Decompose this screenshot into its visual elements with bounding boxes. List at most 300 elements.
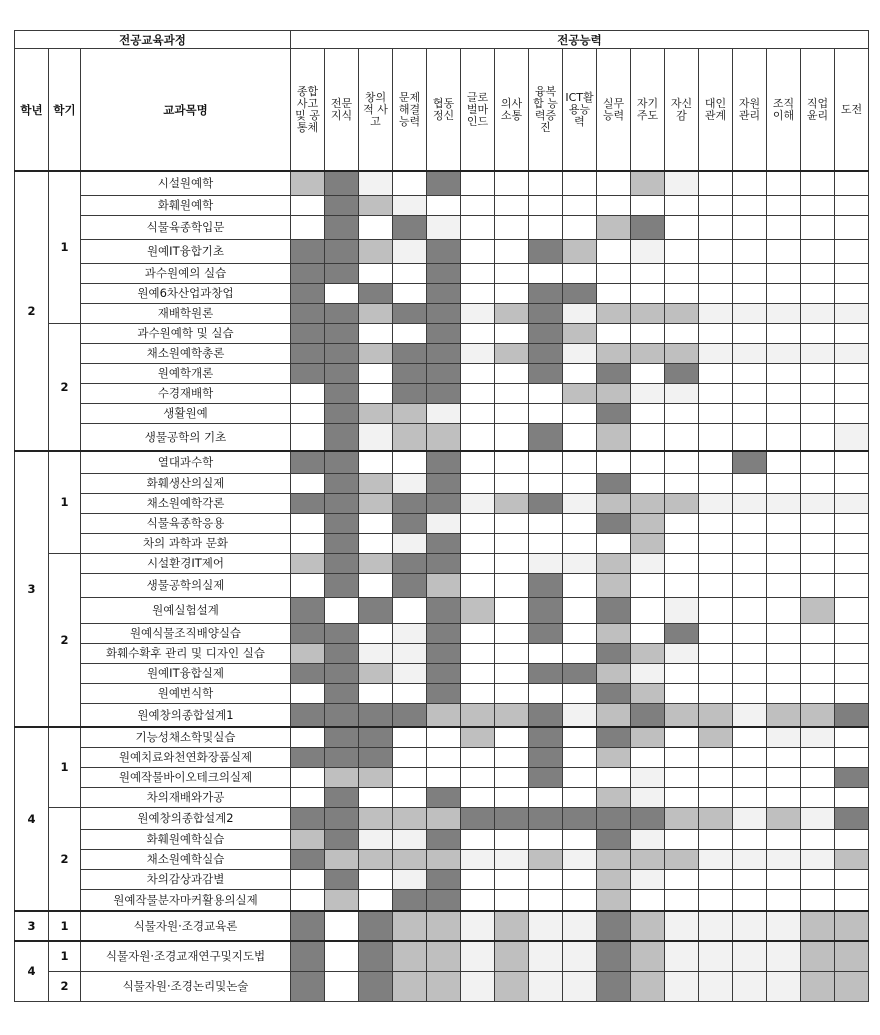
competency-level-cell xyxy=(393,423,427,451)
competency-level-cell xyxy=(801,747,835,767)
competency-level-cell xyxy=(495,971,529,1001)
competency-level-cell xyxy=(631,747,665,767)
competency-level-cell xyxy=(563,911,597,941)
competency-level-cell xyxy=(461,747,495,767)
table-row xyxy=(15,663,869,683)
competency-level-cell xyxy=(631,473,665,493)
competency-level-cell xyxy=(835,849,869,869)
competency-level-cell xyxy=(597,623,631,643)
competency-level-cell xyxy=(291,239,325,263)
competency-level-cell xyxy=(767,889,801,911)
competency-level-cell xyxy=(495,787,529,807)
competency-level-cell xyxy=(427,623,461,643)
course-name-cell: 원예작물바이오테크의실제 xyxy=(81,767,291,787)
competency-level-cell xyxy=(529,643,563,663)
competency-level-cell xyxy=(563,513,597,533)
competency-level-cell xyxy=(665,215,699,239)
competency-level-cell xyxy=(325,263,359,283)
competency-level-cell xyxy=(393,703,427,727)
competency-level-cell xyxy=(427,747,461,767)
competency-level-cell xyxy=(393,829,427,849)
competency-level-cell xyxy=(733,195,767,215)
competency-level-cell xyxy=(325,383,359,403)
competency-level-cell xyxy=(495,171,529,195)
competency-level-cell xyxy=(631,171,665,195)
header-row-top xyxy=(15,31,869,49)
competency-level-cell xyxy=(427,553,461,573)
competency-level-cell xyxy=(699,303,733,323)
competency-level-cell xyxy=(631,623,665,643)
competency-level-cell xyxy=(427,703,461,727)
course-name-cell: 생물공학의 기초 xyxy=(81,423,291,451)
competency-level-cell xyxy=(597,787,631,807)
competency-level-cell xyxy=(563,573,597,597)
competency-level-cell xyxy=(563,727,597,747)
course-name-cell: 차의재배와가공 xyxy=(81,787,291,807)
competency-level-cell xyxy=(495,829,529,849)
table-row xyxy=(15,195,869,215)
competency-level-cell xyxy=(699,283,733,303)
competency-level-cell xyxy=(801,941,835,971)
year-cell: 2 xyxy=(15,171,49,451)
competency-level-cell xyxy=(665,849,699,869)
competency-level-cell xyxy=(529,303,563,323)
table-row xyxy=(15,573,869,597)
competency-level-cell xyxy=(733,383,767,403)
competency-level-cell xyxy=(393,263,427,283)
competency-level-cell xyxy=(427,573,461,597)
competency-level-cell xyxy=(733,403,767,423)
competency-level-cell xyxy=(767,703,801,727)
competency-level-cell xyxy=(699,829,733,849)
competency-level-cell xyxy=(631,767,665,787)
competency-level-cell xyxy=(801,727,835,747)
competency-level-cell xyxy=(631,513,665,533)
competency-level-cell xyxy=(325,941,359,971)
competency-level-cell xyxy=(767,623,801,643)
competency-level-cell xyxy=(325,195,359,215)
course-name-cell: 식물자원·조경교육론 xyxy=(81,911,291,941)
competency-level-cell xyxy=(427,283,461,303)
competency-level-cell xyxy=(427,263,461,283)
competency-level-cell xyxy=(597,263,631,283)
competency-level-cell xyxy=(393,643,427,663)
competency-level-cell xyxy=(699,493,733,513)
competency-level-cell xyxy=(427,889,461,911)
competency-level-cell xyxy=(835,643,869,663)
competency-level-cell xyxy=(393,889,427,911)
competency-level-cell xyxy=(325,807,359,829)
competency-level-cell xyxy=(359,911,393,941)
competency-level-cell xyxy=(291,533,325,553)
competency-level-cell xyxy=(461,807,495,829)
competency-level-cell xyxy=(733,423,767,451)
ability-header: 협동정신 xyxy=(427,49,461,172)
competency-level-cell xyxy=(495,807,529,829)
competency-level-cell xyxy=(529,911,563,941)
competency-level-cell xyxy=(291,807,325,829)
competency-level-cell xyxy=(733,343,767,363)
competency-level-cell xyxy=(733,283,767,303)
competency-level-cell xyxy=(291,383,325,403)
competency-level-cell xyxy=(563,663,597,683)
competency-level-cell xyxy=(393,451,427,473)
competency-level-cell xyxy=(631,283,665,303)
competency-level-cell xyxy=(427,215,461,239)
competency-level-cell xyxy=(359,807,393,829)
competency-level-cell xyxy=(359,283,393,303)
competency-level-cell xyxy=(529,703,563,727)
competency-level-cell xyxy=(801,171,835,195)
competency-level-cell xyxy=(461,941,495,971)
competency-level-cell xyxy=(495,573,529,597)
competency-level-cell xyxy=(733,941,767,971)
competency-level-cell xyxy=(325,703,359,727)
competency-level-cell xyxy=(359,727,393,747)
competency-level-cell xyxy=(427,403,461,423)
competency-level-cell xyxy=(699,849,733,869)
competency-level-cell xyxy=(325,747,359,767)
competency-level-cell xyxy=(393,869,427,889)
competency-level-cell xyxy=(835,663,869,683)
competency-level-cell xyxy=(767,403,801,423)
competency-level-cell xyxy=(529,171,563,195)
competency-level-cell xyxy=(495,263,529,283)
course-name-cell: 차의 과학과 문화 xyxy=(81,533,291,553)
competency-level-cell xyxy=(495,849,529,869)
competency-level-cell xyxy=(495,513,529,533)
course-name-cell: 시설환경IT제어 xyxy=(81,553,291,573)
competency-level-cell xyxy=(393,283,427,303)
competency-level-cell xyxy=(699,941,733,971)
competency-level-cell xyxy=(291,889,325,911)
competency-level-cell xyxy=(665,911,699,941)
competency-level-cell xyxy=(835,423,869,451)
table-row xyxy=(15,493,869,513)
competency-level-cell xyxy=(325,303,359,323)
course-name-cell: 원예6차산업과창업 xyxy=(81,283,291,303)
competency-level-cell xyxy=(393,727,427,747)
competency-level-cell xyxy=(835,553,869,573)
competency-level-cell xyxy=(427,971,461,1001)
competency-level-cell xyxy=(733,239,767,263)
competency-level-cell xyxy=(495,283,529,303)
table-row xyxy=(15,643,869,663)
competency-level-cell xyxy=(631,493,665,513)
table-row xyxy=(15,727,869,747)
competency-level-cell xyxy=(427,195,461,215)
competency-level-cell xyxy=(597,703,631,727)
competency-level-cell xyxy=(359,493,393,513)
competency-level-cell xyxy=(631,849,665,869)
ability-header: 문제해결능력 xyxy=(393,49,427,172)
competency-level-cell xyxy=(563,343,597,363)
competency-level-cell xyxy=(631,303,665,323)
course-name-cell: 식물육종학응용 xyxy=(81,513,291,533)
competency-level-cell xyxy=(733,829,767,849)
competency-level-cell xyxy=(427,869,461,889)
curriculum-competency-table xyxy=(14,30,869,1002)
header-row-columns xyxy=(15,49,869,172)
competency-level-cell xyxy=(563,363,597,383)
competency-level-cell xyxy=(835,493,869,513)
competency-level-cell xyxy=(801,263,835,283)
competency-level-cell xyxy=(529,597,563,623)
course-name-cell: 차의감상과감별 xyxy=(81,869,291,889)
table-row xyxy=(15,451,869,473)
course-name-cell: 기능성채소학및실습 xyxy=(81,727,291,747)
competency-level-cell xyxy=(665,403,699,423)
competency-level-cell xyxy=(699,323,733,343)
competency-level-cell xyxy=(359,195,393,215)
semester-cell: 1 xyxy=(49,727,81,807)
competency-level-cell xyxy=(461,195,495,215)
competency-level-cell xyxy=(291,683,325,703)
competency-level-cell xyxy=(563,403,597,423)
table-row xyxy=(15,829,869,849)
competency-level-cell xyxy=(393,553,427,573)
competency-level-cell xyxy=(393,493,427,513)
semester-cell: 1 xyxy=(49,941,81,971)
ability-header: 직업윤리 xyxy=(801,49,835,172)
competency-level-cell xyxy=(801,703,835,727)
competency-level-cell xyxy=(733,303,767,323)
competency-level-cell xyxy=(835,283,869,303)
competency-level-cell xyxy=(699,663,733,683)
competency-level-cell xyxy=(393,623,427,643)
table-row xyxy=(15,239,869,263)
competency-level-cell xyxy=(325,363,359,383)
competency-level-cell xyxy=(291,195,325,215)
competency-level-cell xyxy=(597,403,631,423)
competency-level-cell xyxy=(427,383,461,403)
competency-level-cell xyxy=(767,195,801,215)
year-cell: 3 xyxy=(15,451,49,727)
competency-level-cell xyxy=(461,451,495,473)
competency-level-cell xyxy=(393,403,427,423)
course-name-cell: 채소원예학실습 xyxy=(81,849,291,869)
competency-level-cell xyxy=(801,807,835,829)
competency-level-cell xyxy=(359,703,393,727)
competency-level-cell xyxy=(665,869,699,889)
competency-level-cell xyxy=(665,663,699,683)
competency-level-cell xyxy=(733,849,767,869)
competency-level-cell xyxy=(801,533,835,553)
competency-level-cell xyxy=(563,451,597,473)
competency-level-cell xyxy=(325,573,359,597)
course-name-cell: 원예치료와천연화장품실제 xyxy=(81,747,291,767)
competency-level-cell xyxy=(529,971,563,1001)
competency-level-cell xyxy=(699,787,733,807)
competency-level-cell xyxy=(597,239,631,263)
competency-level-cell xyxy=(733,363,767,383)
competency-level-cell xyxy=(631,553,665,573)
competency-level-cell xyxy=(767,451,801,473)
competency-level-cell xyxy=(529,787,563,807)
competency-level-cell xyxy=(699,971,733,1001)
table-row xyxy=(15,383,869,403)
competency-level-cell xyxy=(835,971,869,1001)
competency-level-cell xyxy=(359,573,393,597)
competency-level-cell xyxy=(563,283,597,303)
competency-level-cell xyxy=(529,553,563,573)
competency-level-cell xyxy=(733,597,767,623)
competency-level-cell xyxy=(563,473,597,493)
competency-level-cell xyxy=(767,941,801,971)
competency-level-cell xyxy=(631,787,665,807)
competency-level-cell xyxy=(563,303,597,323)
competency-level-cell xyxy=(359,597,393,623)
course-name-cell: 원예번식학 xyxy=(81,683,291,703)
competency-level-cell xyxy=(801,383,835,403)
competency-level-cell xyxy=(427,423,461,451)
competency-level-cell xyxy=(733,215,767,239)
competency-level-cell xyxy=(733,513,767,533)
competency-level-cell xyxy=(325,423,359,451)
course-name-cell: 수경재배학 xyxy=(81,383,291,403)
competency-level-cell xyxy=(767,473,801,493)
competency-level-cell xyxy=(291,303,325,323)
competency-level-cell xyxy=(699,171,733,195)
competency-level-cell xyxy=(325,323,359,343)
competency-level-cell xyxy=(359,473,393,493)
competency-level-cell xyxy=(563,263,597,283)
competency-level-cell xyxy=(699,643,733,663)
competency-level-cell xyxy=(597,941,631,971)
competency-level-cell xyxy=(359,829,393,849)
ability-header: 글로벌마인드 xyxy=(461,49,495,172)
competency-level-cell xyxy=(767,303,801,323)
competency-level-cell xyxy=(291,941,325,971)
course-name-cell: 화훼원예학실습 xyxy=(81,829,291,849)
competency-level-cell xyxy=(291,829,325,849)
competency-level-cell xyxy=(597,727,631,747)
competency-level-cell xyxy=(699,263,733,283)
competency-level-cell xyxy=(665,493,699,513)
competency-level-cell xyxy=(563,807,597,829)
competency-level-cell xyxy=(733,663,767,683)
competency-level-cell xyxy=(495,195,529,215)
competency-level-cell xyxy=(291,363,325,383)
competency-level-cell xyxy=(325,623,359,643)
table-row xyxy=(15,869,869,889)
competency-level-cell xyxy=(529,215,563,239)
competency-level-cell xyxy=(699,383,733,403)
competency-level-cell xyxy=(359,889,393,911)
competency-level-cell xyxy=(495,703,529,727)
ability-header: 융복합 능력증진 xyxy=(529,49,563,172)
competency-level-cell xyxy=(835,171,869,195)
competency-level-cell xyxy=(291,869,325,889)
competency-level-cell xyxy=(563,971,597,1001)
competency-level-cell xyxy=(835,889,869,911)
competency-level-cell xyxy=(393,513,427,533)
competency-level-cell xyxy=(597,911,631,941)
competency-level-cell xyxy=(461,533,495,553)
competency-level-cell xyxy=(597,423,631,451)
competency-level-cell xyxy=(427,513,461,533)
competency-level-cell xyxy=(801,303,835,323)
competency-level-cell xyxy=(597,643,631,663)
ability-header: 자기주도 xyxy=(631,49,665,172)
competency-level-cell xyxy=(767,683,801,703)
competency-level-cell xyxy=(699,807,733,829)
competency-level-cell xyxy=(393,911,427,941)
competency-level-cell xyxy=(427,343,461,363)
competency-level-cell xyxy=(495,911,529,941)
competency-level-cell xyxy=(495,869,529,889)
competency-level-cell xyxy=(325,597,359,623)
competency-level-cell xyxy=(461,869,495,889)
competency-level-cell xyxy=(393,473,427,493)
competency-level-cell xyxy=(359,343,393,363)
competency-level-cell xyxy=(325,403,359,423)
competency-level-cell xyxy=(325,971,359,1001)
competency-level-cell xyxy=(427,683,461,703)
competency-level-cell xyxy=(529,727,563,747)
competency-level-cell xyxy=(665,303,699,323)
table-row xyxy=(15,623,869,643)
competency-level-cell xyxy=(495,473,529,493)
year-cell: 4 xyxy=(15,727,49,911)
table-row xyxy=(15,263,869,283)
competency-level-cell xyxy=(665,703,699,727)
competency-level-cell xyxy=(597,597,631,623)
competency-level-cell xyxy=(733,553,767,573)
competency-level-cell xyxy=(291,553,325,573)
table-row xyxy=(15,911,869,941)
competency-level-cell xyxy=(733,473,767,493)
competency-level-cell xyxy=(733,683,767,703)
competency-level-cell xyxy=(359,643,393,663)
competency-level-cell xyxy=(733,623,767,643)
competency-level-cell xyxy=(495,363,529,383)
semester-header: 학기 xyxy=(49,49,81,172)
competency-level-cell xyxy=(835,869,869,889)
competency-level-cell xyxy=(291,623,325,643)
table-row xyxy=(15,597,869,623)
competency-level-cell xyxy=(665,747,699,767)
competency-level-cell xyxy=(529,767,563,787)
competency-level-cell xyxy=(699,423,733,451)
competency-level-cell xyxy=(767,971,801,1001)
competency-level-cell xyxy=(563,849,597,869)
table-row xyxy=(15,787,869,807)
competency-level-cell xyxy=(563,683,597,703)
ability-header: 자신감 xyxy=(665,49,699,172)
competency-level-cell xyxy=(495,343,529,363)
competency-level-cell xyxy=(699,767,733,787)
competency-level-cell xyxy=(699,473,733,493)
competency-level-cell xyxy=(495,323,529,343)
competency-level-cell xyxy=(733,911,767,941)
competency-level-cell xyxy=(563,323,597,343)
competency-level-cell xyxy=(359,363,393,383)
competency-level-cell xyxy=(359,623,393,643)
competency-level-cell xyxy=(359,215,393,239)
competency-level-cell xyxy=(801,451,835,473)
competency-level-cell xyxy=(393,767,427,787)
table-row xyxy=(15,849,869,869)
competency-level-cell xyxy=(427,363,461,383)
competency-level-cell xyxy=(699,623,733,643)
competency-level-cell xyxy=(461,363,495,383)
semester-cell: 2 xyxy=(49,807,81,911)
competency-level-cell xyxy=(597,533,631,553)
competency-level-cell xyxy=(699,363,733,383)
competency-level-cell xyxy=(529,473,563,493)
competency-level-cell xyxy=(631,363,665,383)
